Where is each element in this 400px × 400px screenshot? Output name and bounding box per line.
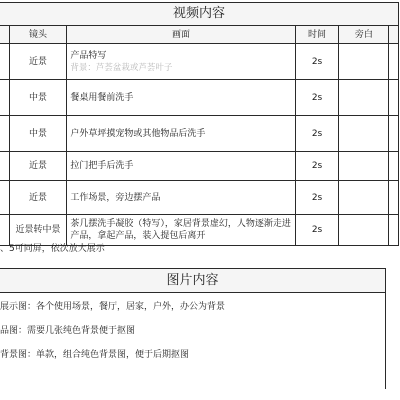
narration-cell: [339, 215, 389, 246]
narration-cell: [339, 181, 389, 215]
shot-cell: 中景: [9, 80, 67, 116]
time-cell: 2s: [295, 181, 338, 215]
narration-cell: [339, 80, 389, 116]
time-cell: 2s: [295, 44, 338, 80]
header-time: 时间: [295, 26, 338, 44]
table-row: [0, 44, 399, 80]
shot-cell: 近景: [9, 152, 67, 181]
display-note: 、5可同屏，依次放大展示: [0, 244, 105, 254]
shot-cell: 近景: [9, 44, 67, 80]
video-section-title: 视频内容: [0, 3, 399, 26]
narration-cell: [339, 44, 389, 80]
time-cell: 2s: [295, 152, 338, 181]
header-cell: [389, 26, 399, 44]
header-narration: 旁白: [339, 26, 389, 44]
narration-cell: [339, 116, 389, 152]
video-content-table: [0, 2, 399, 246]
time-cell: 2s: [295, 116, 338, 152]
narration-cell: [339, 152, 389, 181]
header-shot: 镜头: [9, 26, 67, 44]
scene-cell: 餐桌用餐前洗手: [67, 80, 295, 116]
scene-cell: [67, 44, 295, 80]
scene-subtext: 背景：芦荟盆栽或芦荟叶子: [70, 62, 173, 73]
shot-cell: 近景转中景: [9, 215, 67, 246]
time-cell: 2s: [295, 215, 338, 246]
picture-line: 品图：需要几张纯色背景便于抠图: [0, 326, 136, 336]
table-row: [0, 116, 399, 152]
scene-text: 产品特写: [70, 50, 107, 61]
picture-content-section: [0, 268, 386, 389]
table-row: [0, 181, 399, 215]
time-cell: 2s: [295, 80, 338, 116]
table-header-row: [0, 26, 399, 44]
table-row: [0, 152, 399, 181]
shot-cell: 近景: [9, 181, 67, 215]
picture-section-title: 图片内容: [0, 269, 385, 293]
header-cell: [0, 26, 9, 44]
header-scene: 画面: [67, 26, 295, 44]
table-row: [0, 80, 399, 116]
picture-line: 背景图：单款，组合纯色背景图，便于后期抠图: [0, 350, 190, 360]
scene-cell: 户外草坪摸宠物或其他物品后洗手: [67, 116, 295, 152]
scene-cell: 拉门把手后洗手: [67, 152, 295, 181]
shot-cell: 中景: [9, 116, 67, 152]
picture-line: 展示图：各个使用场景，餐厅，居家，户外，办公为背景: [0, 302, 226, 312]
scene-cell: 工作场景，旁边摆产品: [67, 181, 295, 215]
scene-cell: 茶几摆洗手凝胶（特写），家居背景虚幻，人物逐渐走进产品，拿起产品，装入提包后离开: [67, 215, 295, 246]
